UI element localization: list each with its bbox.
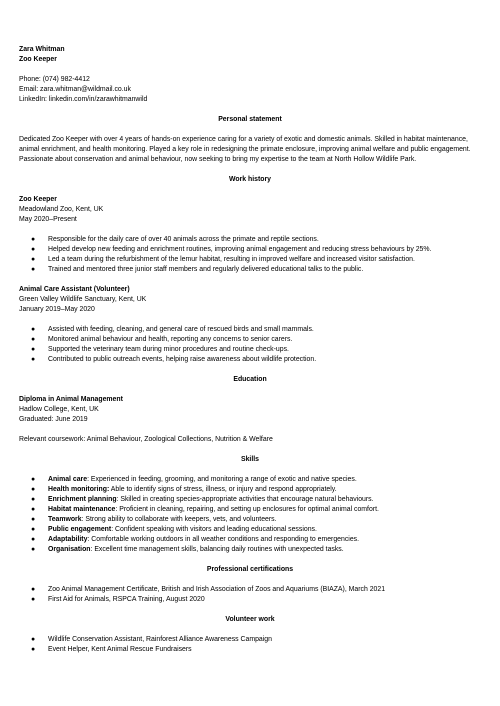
skill-name: Adaptability xyxy=(48,536,88,543)
bullet-icon: ● xyxy=(31,356,36,363)
skill-desc: : Confident speaking with visitors and leading educational sessions. xyxy=(111,526,317,533)
skill-desc: : Experienced in feeding, grooming, and monitoring a range of exotic and native species. xyxy=(87,476,357,483)
bullet-icon: ● xyxy=(31,476,36,483)
bullet-icon: ● xyxy=(31,266,36,273)
list-item: ● Trained and mentored three junior staff members and regularly delivered educational talks to the public. xyxy=(31,266,364,273)
candidate-name: Zara Whitman xyxy=(19,46,65,53)
bullet-icon: ● xyxy=(31,526,36,533)
list-item: ● Monitored animal behaviour and health, reporting any concerns to senior carers. xyxy=(31,336,293,343)
skill-item xyxy=(19,475,481,485)
personal-statement-text: Dedicated Zoo Keeper with over 4 years of hands-on experience caring for a variety of exotic and domestic animals. Skilled in habitat maintenance, animal enrichment, and health monitoring. Played a key role in redesigning the primate enclosure, improving animal welfare and public engagement. Passionate about conservation and animal behaviour, now seeking to bring my expertise to the team at North Hollow Wildlife Park. xyxy=(19,136,471,163)
skill-name: Habitat maintenance xyxy=(48,506,116,513)
certifications-heading: Professional certifications xyxy=(206,566,294,573)
volunteer-heading: Volunteer work xyxy=(225,616,275,623)
bullet-icon: ● xyxy=(31,646,36,653)
skill-desc: : Skilled in creating species-appropriate activities that encourage natural behaviours. xyxy=(116,496,374,503)
bullet-icon: ● xyxy=(31,506,36,513)
resume-page xyxy=(19,45,481,655)
list-item: ● Supported the veterinary team during minor procedures and routine check-ups. xyxy=(31,346,289,353)
list-item: ● Event Helper, Kent Animal Rescue Fundraisers xyxy=(31,646,192,653)
resume-header xyxy=(19,45,481,105)
list-item: ● Wildlife Conservation Assistant, Rainforest Alliance Awareness Campaign xyxy=(31,636,272,643)
list-item: ● First Aid for Animals, RSPCA Training, August 2020 xyxy=(31,596,205,603)
bullet-icon: ● xyxy=(31,336,36,343)
skill-desc: Able to identify signs of stress, illness, or injury and respond appropriately. xyxy=(109,486,337,493)
list-item: ● Contributed to public outreach events, helping raise awareness about wildlife protection. xyxy=(31,356,317,363)
skill-desc: : Comfortable working outdoors in all weather conditions and responding to emergencies. xyxy=(87,536,360,543)
bullet-icon: ● xyxy=(31,486,36,493)
degree-title: Diploma in Animal Management xyxy=(19,396,123,403)
skill-item xyxy=(19,495,481,505)
skill-name: Teamwork xyxy=(48,516,82,523)
personal-statement-heading: Personal statement xyxy=(218,116,282,123)
skill-item xyxy=(19,515,481,525)
graduation-date: Graduated: June 2019 xyxy=(19,416,88,423)
contact-linkedin: LinkedIn: linkedin.com/in/zarawhitmanwild xyxy=(19,96,148,103)
education-heading: Education xyxy=(233,376,267,383)
bullet-icon: ● xyxy=(31,246,36,253)
candidate-title: Zoo Keeper xyxy=(19,56,57,63)
job-duties-list xyxy=(19,235,481,275)
skill-item xyxy=(19,505,481,515)
job-entry xyxy=(19,285,481,365)
job-employer: Meadowland Zoo, Kent, UK xyxy=(19,206,104,213)
bullet-icon: ● xyxy=(31,346,36,353)
coursework-text: Relevant coursework: Animal Behaviour, Zoological Collections, Nutrition & Welfare xyxy=(19,436,273,443)
skill-item xyxy=(19,485,481,495)
bullet-icon: ● xyxy=(31,236,36,243)
bullet-icon: ● xyxy=(31,326,36,333)
contact-email: Email: zara.whitman@wildmail.co.uk xyxy=(19,86,131,93)
skill-name: Enrichment planning xyxy=(48,496,117,503)
skill-item xyxy=(19,545,481,555)
skill-name: Public engagement xyxy=(48,526,112,533)
job-entry xyxy=(19,195,481,275)
skill-name: Health monitoring: xyxy=(48,486,110,493)
skill-desc: : Strong ability to collaborate with keepers, vets, and volunteers. xyxy=(81,516,277,523)
skill-item xyxy=(19,525,481,535)
skills-list xyxy=(19,475,481,555)
bullet-icon: ● xyxy=(31,546,36,553)
bullet-icon: ● xyxy=(31,636,36,643)
job-duties-list xyxy=(19,325,481,365)
certifications-list xyxy=(19,585,481,605)
skill-name: Animal care xyxy=(48,476,88,483)
skill-item xyxy=(19,535,481,545)
contact-phone: Phone: (074) 982-4412 xyxy=(19,76,90,83)
bullet-icon: ● xyxy=(31,516,36,523)
job-dates: January 2019–May 2020 xyxy=(19,306,95,313)
bullet-icon: ● xyxy=(31,536,36,543)
skills-heading: Skills xyxy=(240,456,259,463)
job-title: Animal Care Assistant (Volunteer) xyxy=(19,286,130,293)
volunteer-list xyxy=(19,635,481,655)
skill-desc: : Proficient in cleaning, repairing, and setting up enclosures for optimal animal comfort. xyxy=(115,506,379,513)
list-item: ● Helped develop new feeding and enrichment routines, improving animal engagement and reducing stress behaviours by 25%. xyxy=(31,246,432,253)
bullet-icon: ● xyxy=(31,596,36,603)
list-item: ● Assisted with feeding, cleaning, and general care of rescued birds and small mammals. xyxy=(31,326,314,333)
school-name: Hadlow College, Kent, UK xyxy=(19,406,99,413)
job-title: Zoo Keeper xyxy=(19,196,57,203)
list-item: ● Led a team during the refurbishment of the lemur habitat, resulting in improved welfare and increased visitor satisfaction. xyxy=(31,256,415,263)
job-employer: Green Valley Wildlife Sanctuary, Kent, UK xyxy=(19,296,147,303)
list-item: ● Responsible for the daily care of over 40 animals across the primate and reptile sections. xyxy=(31,236,319,243)
bullet-icon: ● xyxy=(31,496,36,503)
list-item: ● Zoo Animal Management Certificate, British and Irish Association of Zoos and Aquariums (BIAZA), March 2021 xyxy=(31,586,386,593)
skill-name: Organisation xyxy=(48,546,91,553)
bullet-icon: ● xyxy=(31,586,36,593)
job-dates: May 2020–Present xyxy=(19,216,77,223)
skill-desc: : Excellent time management skills, balancing daily routines with unexpected tasks. xyxy=(90,546,344,553)
work-history-heading: Work history xyxy=(229,176,271,183)
bullet-icon: ● xyxy=(31,256,36,263)
